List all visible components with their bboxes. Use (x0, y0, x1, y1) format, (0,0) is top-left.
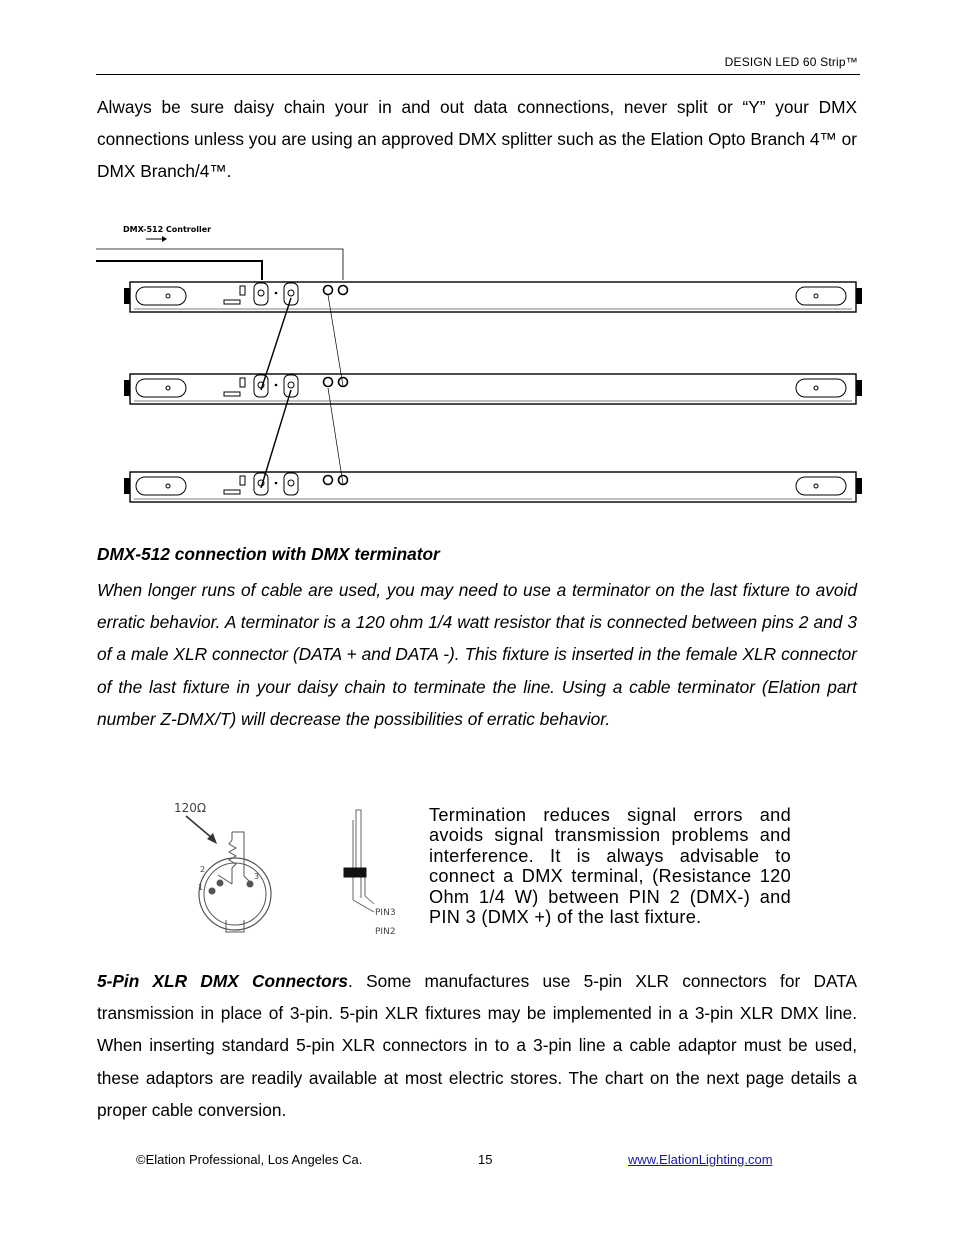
five-pin-body: . Some manufactures use 5-pin XLR connectors for DATA transmission in place of 3-pin. 5-pin XLR fixtures may be implemented in a 3-pin XLR DMX line. When inserting standard 5-pin XLR connectors in to a 3-pin line a cable adaptor must be used, these adaptors are readily available at most electric stores. The chart on the next page details a proper cable conversion. (97, 971, 857, 1120)
pointer-arrow-icon (186, 816, 217, 844)
controller-cable (96, 249, 343, 280)
xlr-pin-1-label: 1 (198, 883, 204, 892)
xlr-connector-icon (199, 832, 271, 932)
fixture-strip-3 (124, 472, 862, 502)
controller-arrow-icon (146, 236, 167, 242)
xlr-pin-2-label: 2 (200, 865, 206, 874)
fixture-strip-1 (124, 282, 862, 312)
footer-website-link[interactable]: www.ElationLighting.com (628, 1152, 773, 1167)
header-divider (96, 74, 860, 75)
controller-label: DMX-512 Controller (123, 225, 212, 234)
terminator-paragraph: When longer runs of cable are used, you may need to use a terminator on the last fixture to avoid erratic behavior. A terminator is a 120 ohm 1/4 watt resistor that is connected between pins 2 and 3 of a male XLR connector (DATA + and DATA -). This fixture is inserted in the female XLR connector of the last fixture in your daisy chain to terminate the line. Using a cable terminator (Elation part number Z-DMX/T) will decrease the possibilities of erratic behavior. (97, 580, 857, 729)
footer-page-number: 15 (478, 1152, 493, 1167)
xlr-pin-3-label: 3 (254, 872, 260, 881)
fixture-strip-2 (124, 374, 862, 404)
resistor-label: 120Ω (174, 801, 207, 815)
pin2-label: PIN2 (375, 927, 396, 937)
intro-paragraph: Always be sure daisy chain your in and out data connections, never split or “Y” your DMX connections unless you are using an approved DMX splitter such as the Elation Opto Branch 4™ or DMX Branch/4™. (97, 97, 857, 182)
terminator-heading: DMX-512 connection with DMX terminator (97, 544, 440, 564)
five-pin-heading: 5-Pin XLR DMX Connectors (97, 971, 349, 991)
daisy-chain-diagram (96, 218, 862, 514)
pin3-label: PIN3 (375, 908, 396, 918)
header-product-title: DESIGN LED 60 Strip™ (724, 55, 858, 69)
termination-note: Termination reduces signal errors and avoids signal transmission problems and interference. It is always advisable to connect a DMX terminal, (Resistance 120 Ohm 1/4 W) between PIN 2 (DMX-) and PIN 3 (DMX +) of the last fixture. (429, 805, 791, 928)
terminator-plug-icon (344, 810, 374, 912)
five-pin-paragraph (97, 965, 857, 1126)
termination-diagram (160, 790, 420, 940)
footer-copyright: ©Elation Professional, Los Angeles Ca. (136, 1152, 363, 1167)
